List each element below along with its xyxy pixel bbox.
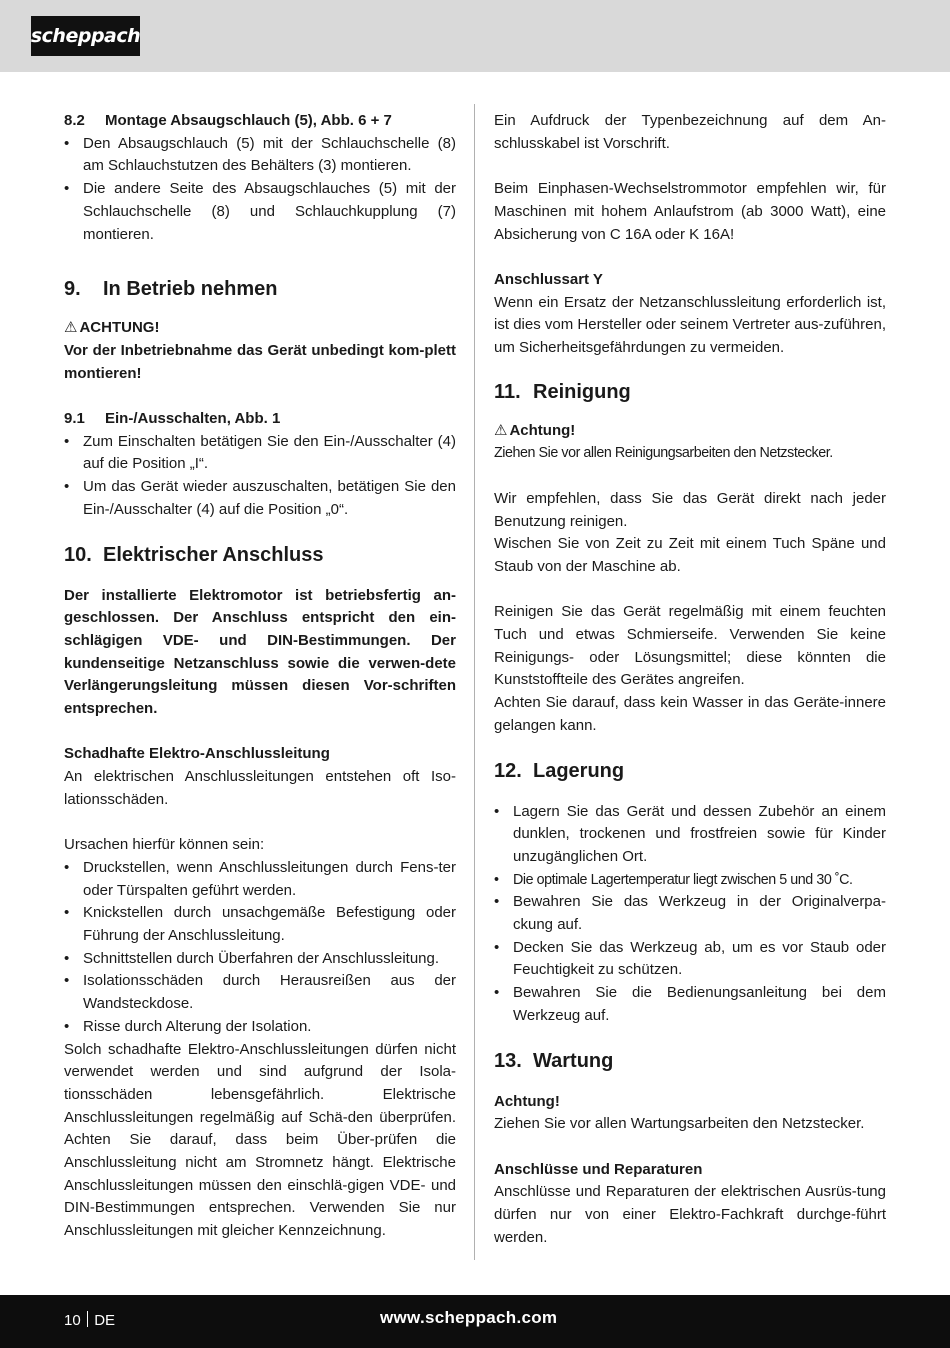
damaged-cable-text: An elektrischen Anschlussleitungen entstehen oft Iso-lationsschäden. xyxy=(64,768,456,808)
connection-notice: Der installierte Elektromotor ist betriebsfertig an-geschlossen. Der Anschluss entspricht den ein-schlägigen VDE- und DIN-Bestimmungen. Der kundenseitige Netzanschluss sowie die verwen-dete Verlängerungsleitung müssen diesen Vor-schriften entsprechen. xyxy=(64,586,456,718)
column-divider xyxy=(474,104,475,1260)
section-title: Lagerung xyxy=(533,759,625,782)
section-number: 10. xyxy=(64,543,92,566)
section-title: Wartung xyxy=(533,1049,614,1072)
section-number: 9. xyxy=(64,278,81,301)
list-item: • Schnittstellen durch Überfahren der Anschlussleitung. xyxy=(64,948,456,971)
right-column xyxy=(494,110,886,1249)
causes-list xyxy=(64,857,456,1039)
list-item: • Um das Gerät wieder auszuschalten, betätigen Sie den Ein-/Ausschalter (4) auf die Position „0“. xyxy=(64,476,456,521)
footer-bar xyxy=(0,1295,950,1348)
section-9-heading xyxy=(64,276,456,302)
list-item: • Risse durch Alterung der Isolation. xyxy=(64,1016,456,1039)
list-item: • Die optimale Lagertemperatur liegt zwischen 5 und 30 ˚C. xyxy=(494,869,886,892)
section-10-heading xyxy=(64,542,456,568)
list-item: • Bewahren Sie die Bedienungsanleitung bei dem Werkzeug auf. xyxy=(494,982,886,1027)
list-item: • Druckstellen, wenn Anschlussleitungen durch Fens-ter oder Türspalten geführt werden. xyxy=(64,857,456,902)
damaged-cable-title: Schadhafte Elektro-Anschlussleitung xyxy=(64,745,330,763)
warning-text: Vor der Inbetriebnahme das Gerät unbedingt kom-plett montieren! xyxy=(64,341,456,382)
connection-type-text: Wenn ein Ersatz der Netzanschlussleitung erforderlich ist, ist dies vom Hersteller oder seinem Vertreter aus-zuführen, um Sicherheitsgefährdungen zu vermeiden. xyxy=(494,293,886,356)
repairs-text: Anschlüsse und Reparaturen der elektrischen Ausrüs-tung dürfen nur von einer Elektro-Fachkraft durchge-führt werden. xyxy=(494,1183,886,1246)
repairs-title: Anschlüsse und Reparaturen xyxy=(494,1160,703,1178)
language-code: DE xyxy=(94,1312,116,1329)
cleaning-paragraph: Achten Sie darauf, dass kein Wasser in das Geräte-innere gelangen kann. xyxy=(494,694,886,734)
list-item: • Zum Einschalten betätigen Sie den Ein-/Ausschalter (4) auf die Position „I“. xyxy=(64,431,456,476)
section-title: Montage Absaugschlauch (5), Abb. 6 + 7 xyxy=(105,112,392,129)
list-item: • Isolationsschäden durch Herausreißen aus der Wandsteckdose. xyxy=(64,970,456,1015)
header-band xyxy=(0,0,950,72)
list-item: • Bewahren Sie das Werkzeug in der Originalverpa-ckung auf. xyxy=(494,891,886,936)
scheppach-logo: scheppach xyxy=(31,16,140,56)
list-item: • Lagern Sie das Gerät und dessen Zubehör an einem dunklen, trockenen und frostfreien sowie für Kinder unzugänglichen Ort. xyxy=(494,801,886,869)
causes-intro: Ursachen hierfür können sein: xyxy=(64,836,265,854)
section-title: Reinigung xyxy=(533,380,631,403)
section-title: Ein-/Ausschalten, Abb. 1 xyxy=(105,410,281,428)
section-number: 12. xyxy=(494,759,522,782)
single-phase-text: Beim Einphasen-Wechselstrommotor empfehlen wir, für Maschinen mit hohem Anlaufstrom (ab 3000 Watt), eine Absicherung von C 16A oder K 16A! xyxy=(494,180,886,243)
list-item: • Decken Sie das Werkzeug ab, um es vor Staub oder Feuchtigkeit zu schützen. xyxy=(494,937,886,982)
section-title: Elektrischer Anschluss xyxy=(103,543,324,566)
left-column xyxy=(64,110,456,1243)
section-12-heading xyxy=(494,758,886,784)
section-8-2-heading xyxy=(64,110,456,133)
section-title: In Betrieb nehmen xyxy=(103,278,278,301)
type-print-text: Ein Aufdruck der Typenbezeichnung auf dem An-schlusskabel ist Vorschrift. xyxy=(494,112,886,152)
section-9-1-heading xyxy=(64,408,456,431)
warning-heading: ⚠ ACHTUNG! xyxy=(64,319,160,337)
cleaning-warning-heading: ⚠ Achtung! xyxy=(494,421,576,439)
closing-text: Solch schadhafte Elektro-Anschlussleitungen dürfen nicht verwendet werden und sind aufgrund der Isola-tionsschäden lebensgefährlich. Elektrische Anschlussleitungen regelmäßig auf Schä-den überprüfen. Achten Sie darauf, dass beim Über-prüfen die Anschlussleitung nicht am Stromnetz hängt. Elektrische Anschlussleitungen müssen den einschlä-gigen VDE- und DIN-Bestimmungen entsprechen. Verwenden Sie nur Anschlussleitungen mit gleicher Kennzeichnung. xyxy=(64,1040,456,1240)
page-number: 10 xyxy=(64,1312,81,1329)
list-item: • Die andere Seite des Absaugschlauches (5) mit der Schlauchschelle (8) und Schlauchkupplung (7) montieren. xyxy=(64,178,456,246)
section-13-heading xyxy=(494,1048,886,1074)
maintenance-warning-title: Achtung! xyxy=(494,1092,560,1110)
connection-type-title: Anschlussart Y xyxy=(494,270,603,288)
list-item: • Den Absaugschlauch (5) mit der Schlauchschelle (8) am Schlauchstutzen des Behälters (3) montieren. xyxy=(64,133,456,178)
website-url: www.scheppach.com xyxy=(380,1308,558,1327)
page-indicator xyxy=(64,1310,115,1333)
storage-list xyxy=(494,801,886,1028)
footer-separator xyxy=(87,1311,89,1327)
section-number: 8.2 xyxy=(64,112,85,129)
cleaning-paragraph: Wir empfehlen, dass Sie das Gerät direkt nach jeder Benutzung reinigen. xyxy=(494,489,886,530)
cleaning-paragraph: Wischen Sie von Zeit zu Zeit mit einem Tuch Späne und Staub von der Maschine ab. xyxy=(494,535,886,575)
section-9-1-list xyxy=(64,431,456,522)
cleaning-warning-text: Ziehen Sie vor allen Reinigungsarbeiten den Netzstecker. xyxy=(494,445,833,462)
cleaning-paragraph: Reinigen Sie das Gerät regelmäßig mit einem feuchten Tuch und etwas Schmierseife. Verwenden Sie keine Reinigungs- oder Lösungsmittel; diese könnten die Kunststoffteile des Gerätes angreifen. xyxy=(494,603,886,689)
section-number: 11. xyxy=(494,380,521,403)
list-item: • Knickstellen durch unsachgemäße Befestigung oder Führung der Anschlussleitung. xyxy=(64,902,456,947)
section-number: 13. xyxy=(494,1049,522,1072)
section-8-2-list xyxy=(64,133,456,247)
warning-triangle-icon: ⚠ xyxy=(64,319,78,337)
section-11-heading xyxy=(494,379,886,405)
warning-triangle-icon: ⚠ xyxy=(494,421,508,439)
section-number: 9.1 xyxy=(64,410,85,428)
maintenance-warning-text: Ziehen Sie vor allen Wartungsarbeiten den Netzstecker. xyxy=(494,1115,865,1133)
